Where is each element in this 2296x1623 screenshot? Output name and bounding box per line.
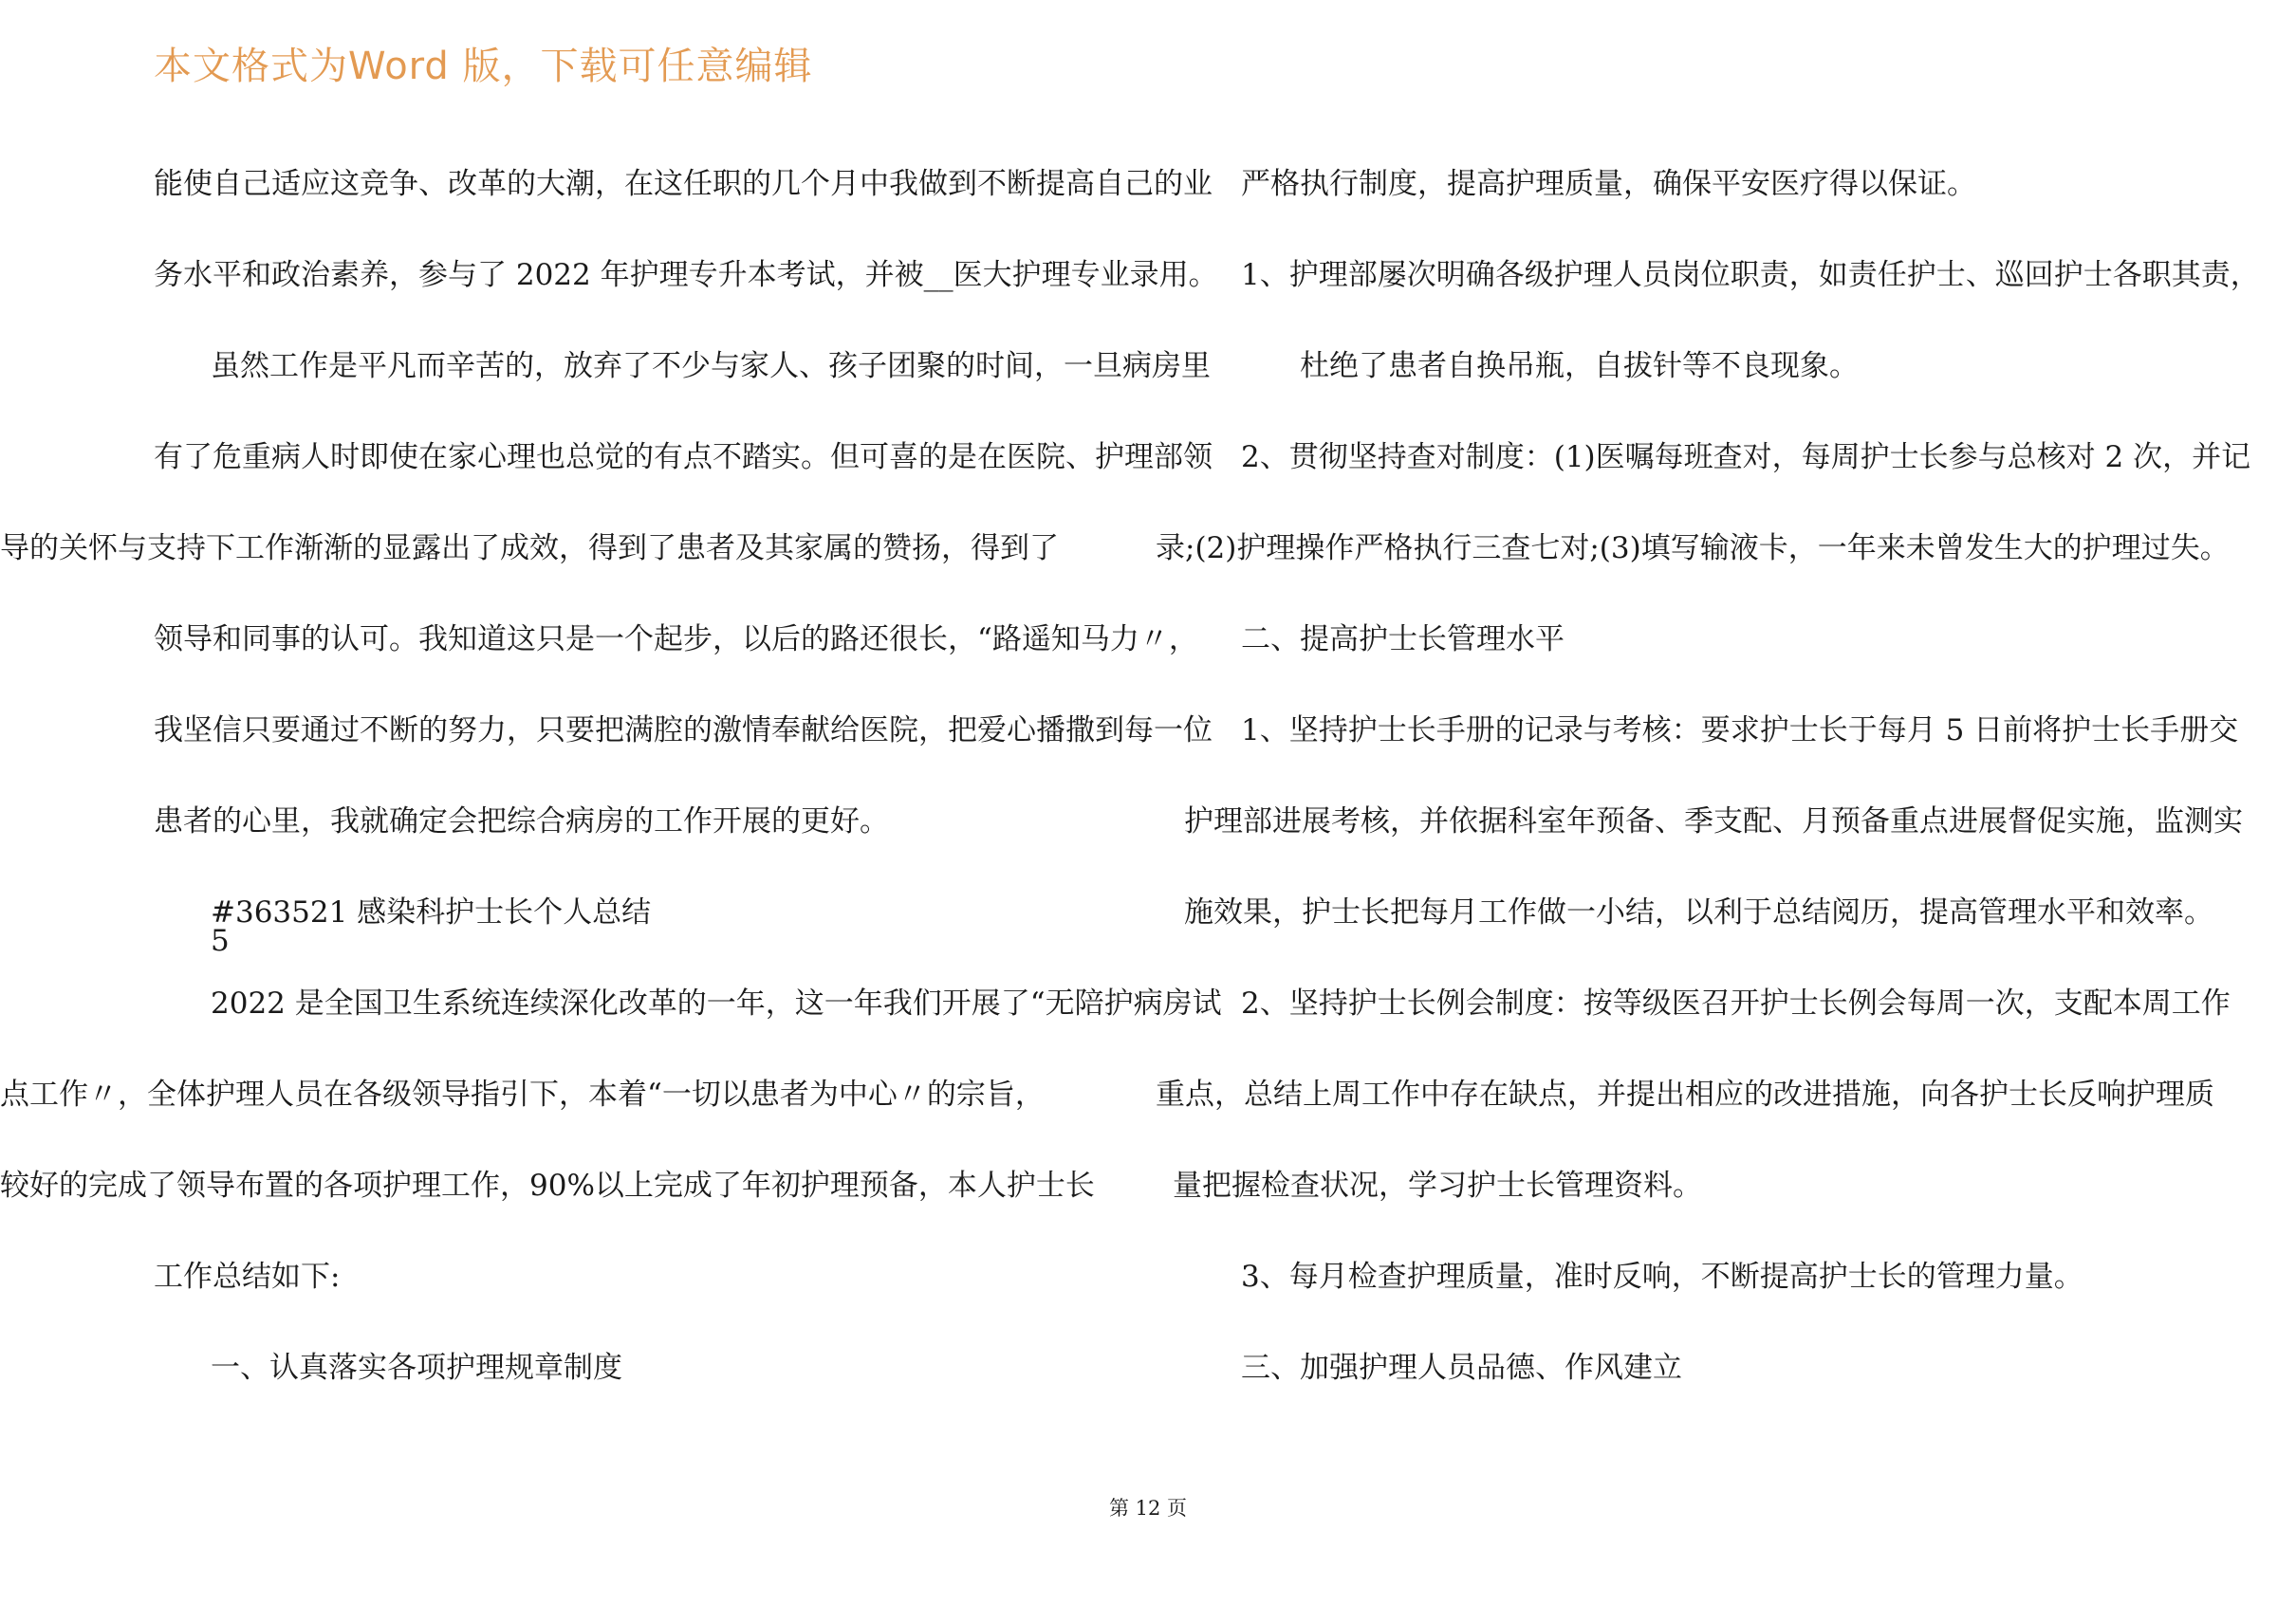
watermark-text: 本文格式为Word 版，下载可任意编辑 xyxy=(154,45,813,88)
right-line: 二、提高护士长管理水平 xyxy=(1241,622,1565,656)
left-line: 领导和同事的认可。我知道这只是一个起步，以后的路还很长，“路遥知马力〃， xyxy=(154,622,1198,656)
left-line: 2022 是全国卫生系统连续深化改革的一年，这一年我们开展了“无陪护病房试 xyxy=(211,987,1222,1021)
left-line: 能使自己适应这竞争、改革的大潮，在这任职的几个月中我做到不断提高自己的业 xyxy=(154,167,1213,201)
right-line: 2、贯彻坚持查对制度：(1)医嘱每班查对，每周护士长参与总核对 2 次，并记 xyxy=(1241,440,2251,474)
right-line: 护理部进展考核，并依据科室年预备、季支配、月预备重点进展督促实施，监测实 xyxy=(1184,804,2243,839)
left-line: 务水平和政治素养，参与了 2022 年护理专升本考试，并被__医大护理专业录用。 xyxy=(154,258,1218,292)
left-line: 点工作〃，全体护理人员在各级领导指引下，本着“一切以患者为中心〃的宗旨， xyxy=(0,1078,1045,1112)
right-line: 2、坚持护士长例会制度：按等级医召开护士长例会每周一次，支配本周工作 xyxy=(1241,987,2231,1021)
left-line: 虽然工作是平凡而辛苦的，放弃了不少与家人、孩子团聚的时间，一旦病房里 xyxy=(211,349,1211,383)
page-number: 第 12 页 xyxy=(1108,1497,1188,1520)
left-line: 我坚信只要通过不断的努力，只要把满腔的激情奉献给医院，把爱心播撒到每一位 xyxy=(154,713,1213,747)
left-line: 一、认真落实各项护理规章制度 xyxy=(211,1351,622,1385)
right-line: 施效果，护士长把每月工作做一小结，以利于总结阅历，提高管理水平和效率。 xyxy=(1184,895,2213,930)
right-line: 严格执行制度，提高护理质量，确保平安医疗得以保证。 xyxy=(1241,167,1976,201)
right-line: 量把握检查状况，学习护士长管理资料。 xyxy=(1173,1169,1702,1203)
right-line: 1、护理部屡次明确各级护理人员岗位职责，如责任护士、巡回护士各职其责， xyxy=(1241,258,2260,292)
right-line: 杜绝了患者自换吊瓶，自拔针等不良现象。 xyxy=(1300,349,1859,383)
right-line: 3、每月检查护理质量，准时反响，不断提高护士长的管理力量。 xyxy=(1241,1260,2083,1294)
left-line: 导的关怀与支持下工作渐渐的显露出了成效，得到了患者及其家属的赞扬，得到了 xyxy=(0,531,1059,565)
section-heading: #363521 感染科护士长个人总结 xyxy=(211,895,652,930)
section-heading-number: 5 xyxy=(211,924,230,958)
left-line: 有了危重病人时即使在家心理也总觉的有点不踏实。但可喜的是在医院、护理部领 xyxy=(154,440,1213,474)
left-line: 患者的心里，我就确定会把综合病房的工作开展的更好。 xyxy=(154,804,889,839)
right-line: 三、加强护理人员品德、作风建立 xyxy=(1241,1351,1682,1385)
left-line: 工作总结如下: xyxy=(154,1260,341,1294)
right-line: 录;(2)护理操作严格执行三查七对;(3)填写输液卡，一年来未曾发生大的护理过失。 xyxy=(1156,531,2230,565)
left-line: 较好的完成了领导布置的各项护理工作，90%以上完成了年初护理预备，本人护士长 xyxy=(0,1169,1095,1203)
right-line: 1、坚持护士长手册的记录与考核：要求护士长于每月 5 日前将护士长手册交 xyxy=(1241,713,2239,747)
right-line: 重点，总结上周工作中存在缺点，并提出相应的改进措施，向各护士长反响护理质 xyxy=(1156,1078,2214,1112)
